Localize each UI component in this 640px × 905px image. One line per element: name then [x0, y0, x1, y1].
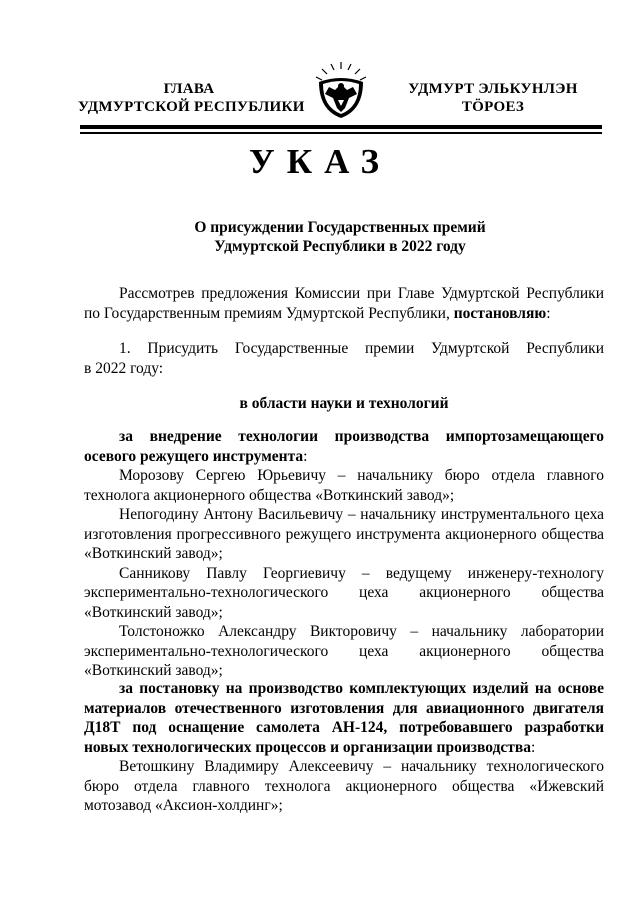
- coat-of-arms-icon: [309, 60, 373, 120]
- subject-line1: О присуждении Государственных премий: [194, 219, 486, 236]
- preamble-paragraph: [84, 284, 604, 323]
- laureate-item: Толстоножко Александру Викторовичу – начальнику лаборатории экспериментально-технологического цеха акционерного общества «Воткинский завод»;: [84, 623, 604, 679]
- nomination2-title-paragraph: [84, 679, 604, 757]
- header-right-line1: УДМУРТ ЭЛЬКУНЛЭН: [408, 81, 578, 97]
- preamble-bold: постановляю: [453, 304, 547, 322]
- item1-paragraph: [84, 339, 604, 378]
- nomination2-title: за постановку на производство комплектующих изделий на основе материалов отечественного изготовления для авиационного двигателя Д18Т под оснащение самолета АН-124, потребовавшего разработки новых технологических процессов и организации производства: [84, 680, 604, 756]
- header-left-line2: УДМУРТСКОЙ РЕСПУБЛИКИ: [78, 99, 305, 115]
- header-right: [398, 80, 588, 116]
- preamble-end: :: [546, 304, 551, 322]
- laureate-item: Морозову Сергею Юрьевичу – начальнику бюро отдела главного технолога акционерного общества «Воткинский завод»;: [84, 467, 604, 504]
- header-left-line1: ГЛАВА: [163, 81, 215, 97]
- section-title: в области науки и технологий: [239, 395, 449, 412]
- nomination1-colon: :: [303, 447, 308, 465]
- nomination2-block: [84, 679, 604, 816]
- nomination1-block: [84, 427, 604, 681]
- subject-line2: Удмуртской Республики в 2022 году: [214, 238, 466, 255]
- preamble-text: Рассмотрев предложения Комиссии при Главе Удмуртской Республики по Государственным премиям Удмуртской Республики,: [84, 285, 604, 322]
- document-subject: [120, 218, 560, 256]
- header-left: [78, 80, 305, 116]
- nomination1-title: за внедрение технологии производства импортозамещающего осевого режущего инструмента: [84, 428, 604, 465]
- header-right-line2: ТӦРОЕЗ: [461, 99, 525, 115]
- header-rule-thin: [80, 132, 602, 134]
- laureate-item: Санникову Павлу Георгиевичу – ведущему инженеру-технологу экспериментально-технологического цеха акционерного общества «Воткинский завод»;: [84, 564, 604, 621]
- laureate-item: Ветошкину Владимиру Алексеевичу – начальнику технологического бюро отдела главного технолога акционерного общества «Ижевский мотозавод «Аксион-холдинг»;: [84, 758, 604, 814]
- nomination1-title-paragraph: [84, 427, 604, 466]
- laureate-item: Непогодину Антону Васильевичу – начальнику инструментального цеха изготовления прогрессивного режущего инструмента акционерного общества «Воткинский завод»;: [84, 506, 604, 562]
- item1-line1: 1. Присудить Государственные премии Удмуртской Республики: [119, 340, 604, 357]
- nomination2-colon: :: [531, 738, 536, 756]
- item1-line2: в 2022 году:: [84, 359, 164, 377]
- document-title: УКАЗ: [249, 142, 391, 181]
- header-rule-thick: [80, 125, 602, 129]
